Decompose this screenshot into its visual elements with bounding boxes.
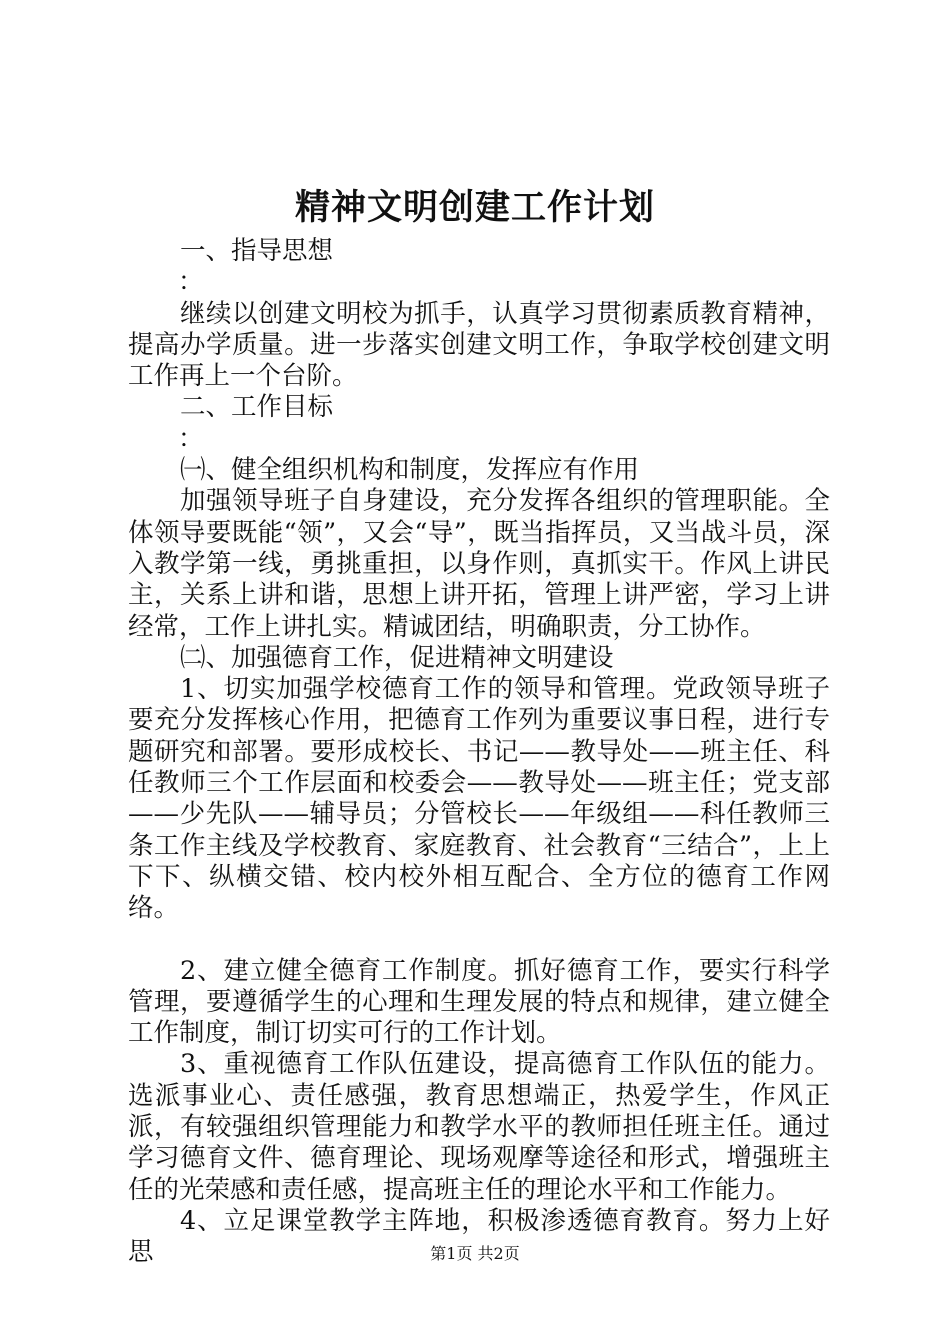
subsection-heading: ㈡、加强德育工作，促进精神文明建设 bbox=[180, 642, 614, 673]
section-heading: 一、指导思想 bbox=[180, 236, 334, 266]
list-item: 1、切实加强学校德育工作的领导和管理。党政领导班子要充分发挥核心作用，把德育工作列为重要议事日程，进行专题研究和部署。要形成校长、书记——教导处——班主任、科任教师三个工作层面和校委会——教导处——班主任；党支部——少先队——辅导员；分管校长——年级组——科任教师三条工作主线及学校教育、家庭教育、社会教育“三结合”，上上下下、纵横交错、校内校外相互配合、全方位的德育工作网络。 bbox=[128, 674, 830, 924]
colon-line: ： bbox=[178, 423, 204, 454]
blank-line bbox=[128, 925, 830, 956]
list-item: 2、建立健全德育工作制度。抓好德育工作，要实行科学管理，要遵循学生的心理和生理发展的特点和规律，建立健全工作制度，制订切实可行的工作计划。 bbox=[128, 955, 830, 1049]
colon-line: ： bbox=[178, 267, 204, 298]
document-body bbox=[128, 236, 830, 1269]
list-item: 3、重视德育工作队伍建设，提高德育工作队伍的能力。选派事业心、责任感强，教育思想端正，热爱学生，作风正派，有较强组织管理能力和教学水平的教师担任班主任。通过学习德育文件、德育理论、现场观摩等途径和形式，增强班主任的光荣感和责任感，提高班主任的理论水平和工作能力。 bbox=[128, 1049, 830, 1205]
paragraph: 加强领导班子自身建设，充分发挥各组织的管理职能。全体领导要既能“领”，又会“导”，既当指挥员，又当战斗员，深入教学第一线，勇挑重担，以身作则，真抓实干。作风上讲民主，关系上讲和谐，思想上讲开拓，管理上讲严密，学习上讲经常，工作上讲扎实。精诚团结，明确职责，分工协作。 bbox=[128, 486, 830, 642]
list-item: 4、立足课堂教学主阵地，积极渗透德育教育。努力上好思 bbox=[128, 1205, 830, 1268]
paragraph: 继续以创建文明校为抓手，认真学习贯彻素质教育精神，提高办学质量。进一步落实创建文明工作，争取学校创建文明工作再上一个台阶。 bbox=[128, 298, 830, 392]
section-heading: 二、工作目标 bbox=[180, 392, 334, 423]
page-footer: 第1页 共2页 bbox=[430, 1244, 520, 1263]
document-title: 精神文明创建工作计划 bbox=[294, 187, 655, 228]
subsection-heading: ㈠、健全组织机构和制度，发挥应有作用 bbox=[180, 455, 640, 486]
